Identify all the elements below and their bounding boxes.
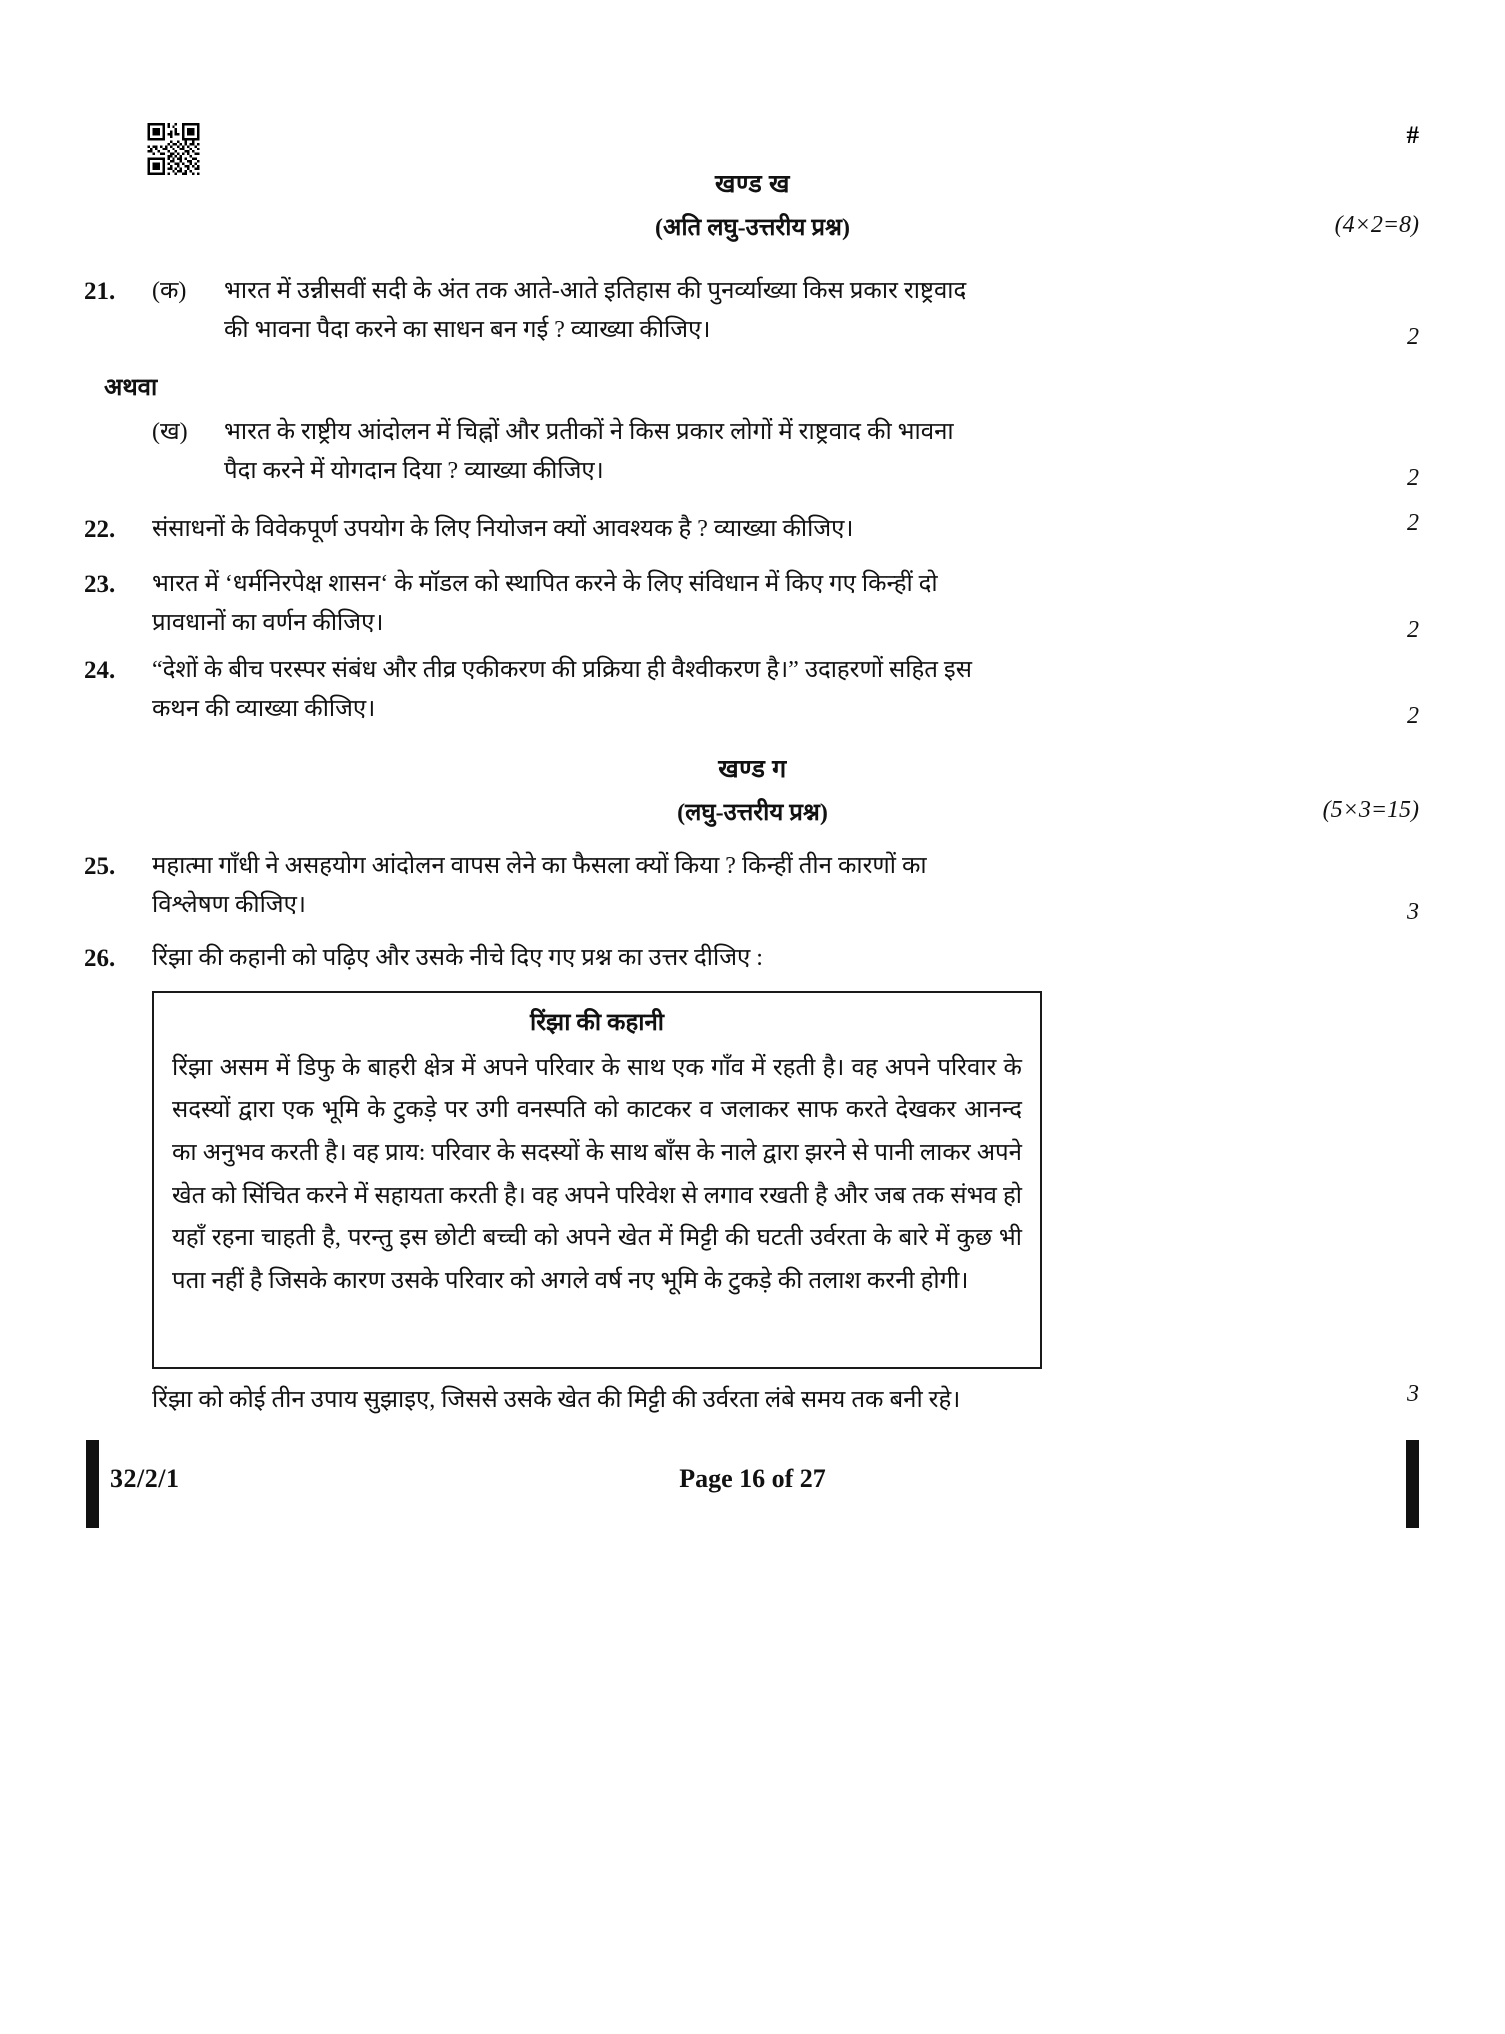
question-24 (0, 651, 1505, 729)
question-25-body (152, 847, 1024, 925)
corner-hash-mark: # (1406, 122, 1419, 149)
section-c-title: खण्ड ग (718, 756, 787, 783)
page-footer (0, 1440, 1505, 1560)
question-26-marks: 3 (1407, 1381, 1419, 1407)
question-22-marks: 2 (1407, 510, 1419, 536)
question-22-body: संसाधनों के विवेकपूर्ण उपयोग के लिए नियोजन क्यों आवश्यक है ? व्याख्या कीजिए। (152, 516, 854, 542)
question-23-row (0, 565, 1505, 643)
section-b-marks-note: (4×2=8) (1334, 212, 1419, 238)
question-21-b-row (0, 413, 1505, 491)
page-number-label: Page 16 of 27 (679, 1464, 826, 1493)
question-26-number: 26. (84, 945, 116, 972)
question-23 (0, 565, 1505, 643)
question-26-followup (0, 1381, 1505, 1422)
section-subheading-b (0, 210, 1505, 246)
question-25-marks: 3 (1407, 899, 1419, 925)
question-21-number: 21. (84, 278, 116, 305)
question-24-line2: कथन की व्याख्या कीजिए। (152, 695, 376, 722)
section-heading-b (0, 168, 1505, 201)
question-23-number: 23. (84, 571, 116, 598)
question-23-line1: भारत में ‘धर्मनिरपेक्ष शासन‘ के मॉडल को स्थापित करने के लिए संविधान में किए गए किन्हीं दो (152, 571, 938, 597)
question-21-b (0, 413, 1505, 491)
paper-code: 32/2/1 (110, 1464, 180, 1493)
section-subheading-c (0, 795, 1505, 831)
question-24-marks: 2 (1407, 703, 1419, 729)
question-24-number: 24. (84, 657, 116, 684)
question-25 (0, 847, 1505, 925)
question-26-intro-row (0, 939, 1505, 980)
question-25-line2: विश्लेषण कीजिए। (152, 891, 306, 918)
story-box (152, 991, 1042, 1369)
question-21-a-marks: 2 (1407, 324, 1419, 350)
question-24-body (152, 651, 1024, 729)
section-b-subtitle: (अति लघु-उत्तरीय प्रश्न) (655, 215, 850, 241)
question-22-number: 22. (84, 516, 116, 543)
question-21-sub-a-label: (क) (152, 278, 187, 304)
alternative-label: अथवा (104, 375, 158, 401)
question-25-line1: महात्मा गाँधी ने असहयोग आंदोलन वापस लेने का फैसला क्यों किया ? किन्हीं तीन कारणों का (152, 853, 927, 879)
question-23-marks: 2 (1407, 617, 1419, 643)
question-21 (0, 272, 1505, 350)
question-22 (0, 510, 1505, 551)
story-box-title: रिंझा की कहानी (530, 1010, 664, 1036)
question-26-question: रिंझा को कोई तीन उपाय सुझाइए, जिससे उसके खेत की मिट्टी की उर्वरता लंबे समय तक बनी रहे। (152, 1387, 961, 1413)
question-21-a-line1: भारत में उन्नीसवीं सदी के अंत तक आते-आते इतिहास की पुनर्व्याख्या किस प्रकार राष्ट्रवाद (224, 278, 967, 304)
story-box-text: रिंझा असम में डिफु के बाहरी क्षेत्र में अपने परिवार के साथ एक गाँव में रहती है। वह अपने परिवार के सदस्यों द्वारा एक भूमि के टुकड़े पर उगी वनस्पति को काटकर व जलाकर साफ करते देखकर आनन्द का अनुभव करती है। वह प्राय: परिवार के सदस्यों के साथ बाँस के नाले द्वारा झरने से पानी लाकर अपने खेत को सिंचित करने में सहायता करती है। वह अपने परिवेश से लगाव रखती है और जब तक संभव हो यहाँ रहना चाहती है, परन्तु इस छोटी बच्ची को अपने खेत में मिट्टी की घटती उर्वरता के बारे में कुछ भी पता नहीं है जिसके कारण उसके परिवार को अगले वर्ष नए भूमि के टुकड़े की तलाश करनी होगी। (172, 1054, 1022, 1295)
question-21-sub-b-label: (ख) (152, 419, 188, 445)
question-23-body (152, 565, 1024, 643)
question-21-b-line1: भारत के राष्ट्रीय आंदोलन में चिह्नों और प्रतीकों ने किस प्रकार लोगों में राष्ट्रवाद की भावना (224, 419, 954, 445)
question-26-intro: रिंझा की कहानी को पढ़िए और उसके नीचे दिए गए प्रश्न का उत्तर दीजिए : (152, 945, 763, 971)
question-25-number: 25. (84, 853, 116, 880)
question-21-a-row (0, 272, 1505, 350)
question-24-line1: “देशों के बीच परस्पर संबंध और तीव्र एकीकरण की प्रक्रिया ही वैश्वीकरण है।” उदाहरणों सहित इस (152, 657, 972, 683)
section-c-marks-note: (5×3=15) (1322, 797, 1419, 823)
question-21-b-marks: 2 (1407, 465, 1419, 491)
question-26-question-row (0, 1381, 1505, 1422)
alternative-separator (0, 369, 1505, 410)
question-24-row (0, 651, 1505, 729)
question-25-row (0, 847, 1505, 925)
question-26 (0, 939, 1505, 980)
question-23-line2: प्रावधानों का वर्णन कीजिए। (152, 609, 384, 636)
section-c-subtitle: (लघु-उत्तरीय प्रश्न) (677, 800, 828, 826)
question-22-row (0, 510, 1505, 551)
question-21-b-body (224, 413, 1024, 491)
section-b-title: खण्ड ख (715, 171, 790, 198)
question-21-a-body (224, 272, 1024, 350)
question-21-b-line2: पैदा करने में योगदान दिया ? व्याख्या कीजिए। (224, 457, 604, 484)
question-21-a-line2: की भावना पैदा करने का साधन बन गई ? व्याख्या कीजिए। (224, 316, 711, 343)
section-heading-c (0, 753, 1505, 786)
